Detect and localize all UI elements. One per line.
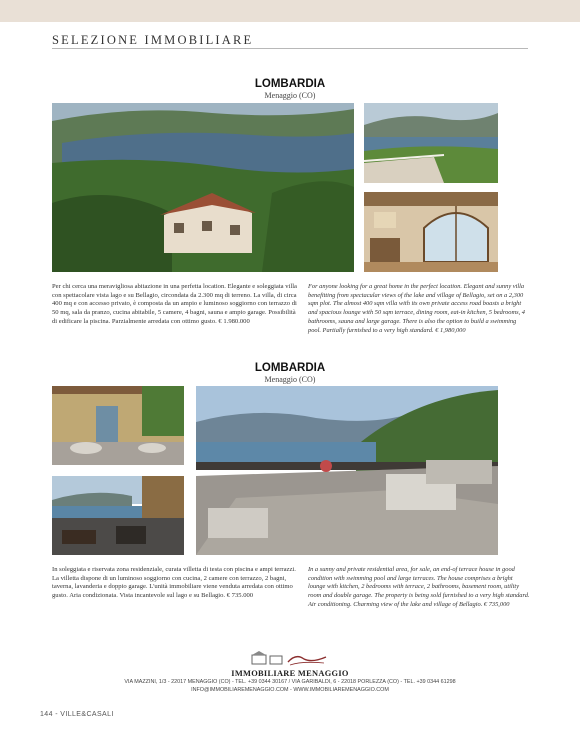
listing-1-interior-photo: [364, 192, 498, 272]
listing-2-header: [0, 362, 580, 384]
listing-1-view-photo: [364, 103, 498, 183]
listing-1-region: LOMBARDIA: [254, 78, 326, 90]
listing-2-town: Menaggio (CO): [264, 375, 316, 384]
listing-2-region: LOMBARDIA: [254, 362, 326, 374]
title-divider: [52, 48, 528, 49]
listing-2-description-it: In soleggiata e riservata zona residenziale, curata villetta di testa con piscina e ampi terrazzi. La villetta dispone di un luminoso soggiorno con cucina, 2 camere con terrazzo, 2 bagni, taverna, lavanderia e doppio garage. L'unità immobiliare viene venduta arredata con ottimo gusto. Aria condizionata. Vista incantevole sul lago e su Bellagio. € 735.000: [52, 566, 296, 600]
listing-2-description-en: In a sunny and private residential area, for sale, an end-of terrace house in good condition with swimming pool and large terraces. The house comprises a bright lounge with kitchen, 2 bedrooms with terrace, 2 bathrooms, basement room, utility room and double garage. The property is being sold furnished to a very high standard. Air conditioning. Charming view of the lake and village of Bellagio. € 735,000: [308, 566, 530, 608]
listing-1-header: [0, 78, 580, 100]
listing-2-terrace-photo: [52, 476, 184, 555]
listing-2-main-photo: [196, 386, 498, 555]
agency-logo-icon: [250, 651, 330, 667]
listing-1-town: Menaggio (CO): [264, 91, 316, 100]
agency-address: VIA MAZZINI, 1/3 - 22017 MENAGGIO (CO) - TEL. +39 0344 30167 / VIA GARIBALDI, 6 - 22018 PORLEZZA (CO) - TEL. +39 0344 61298: [124, 679, 456, 685]
listing-1-description-en: For anyone looking for a great home in the perfect location. Elegant and sunny villa benefitting from spectacular views of the lake and village of Bellagio, set on a 2,300 sqm plot. The almost 400 sqm villa with its own private access road boasts a bright and spacious lounge with 50 sqm terrace, dining room, eat-in kitchen, 5 bedrooms, 4 bathrooms, sauna and large garage. There is also the option to build a swimming pool. Partially furnished to a very high standard. € 1,980,000: [308, 283, 525, 334]
listing-1-main-photo: [52, 103, 354, 272]
section-title: SELEZIONE IMMOBILIARE: [52, 33, 254, 47]
agency-name: IMMOBILIARE MENAGGIO: [231, 669, 349, 678]
listing-1-description-it: Per chi cerca una meravigliosa abitazione in una perfetta location. Elegante e soleggiata villa con spettacolare vista lago e su Bellagio, circondata da 2.300 mq di terreno. La villa, di circa 400 mq e con accesso privato, è composta da un ampio e luminoso soggiorno con terrazzo di 50 mq, sala da pranzo, cucina abitabile, 5 camere, 4 bagni, sauna e ampio garage. Possibilità di edificare la piscina. Parzialmente arredata con ottimo gusto. € 1.980.000: [52, 283, 297, 325]
agency-block: [0, 651, 580, 694]
agency-contact[interactable]: INFO@IMMOBILIAREMENAGGIO.COM - WWW.IMMOBILIAREMENAGGIO.COM: [191, 687, 389, 693]
listing-2-house-photo: [52, 386, 184, 465]
page-footer: 144 - VILLE&CASALI: [40, 711, 114, 718]
top-band: [0, 0, 580, 22]
